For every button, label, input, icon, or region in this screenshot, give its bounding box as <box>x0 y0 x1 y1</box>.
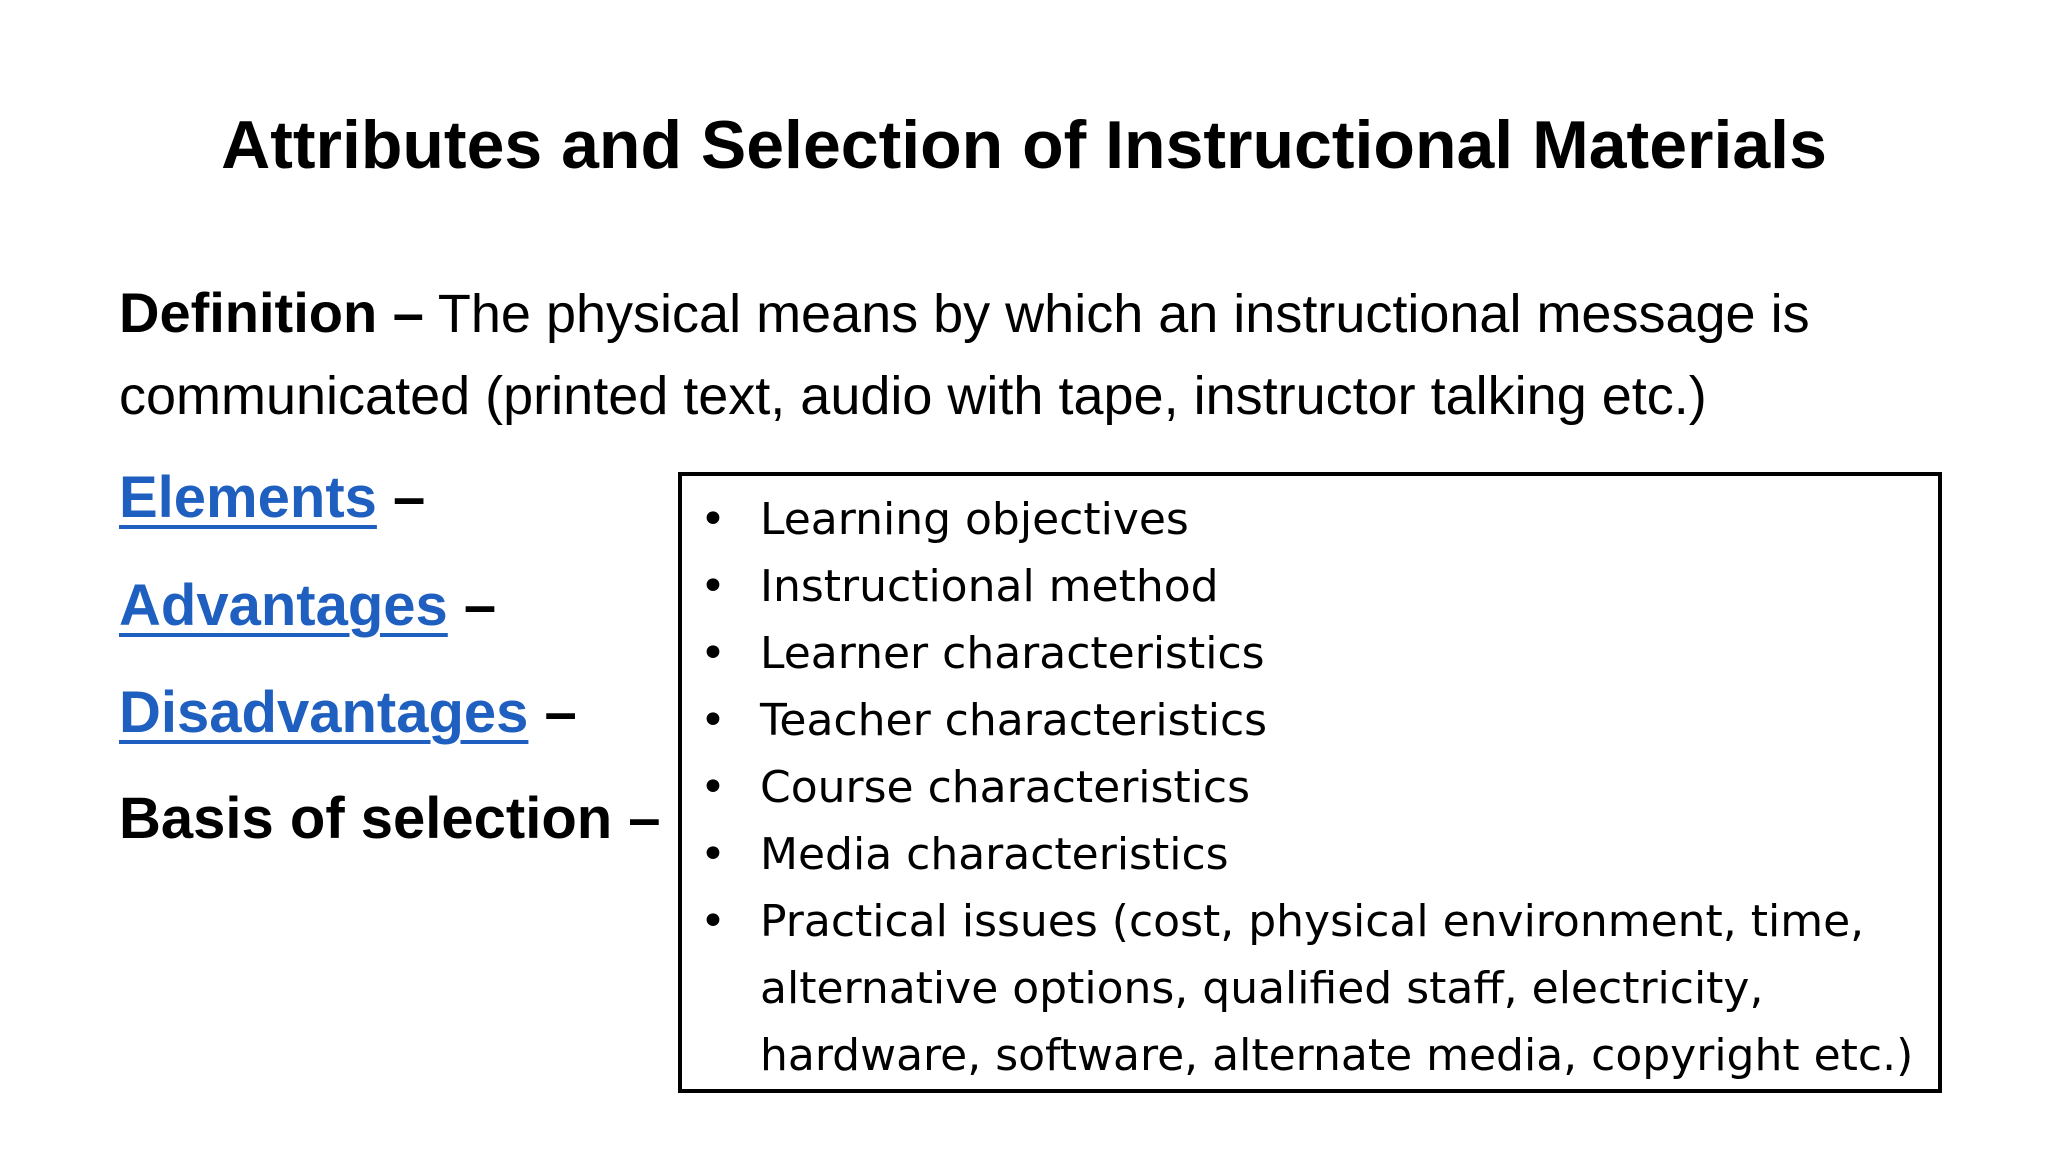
term-row-basis <box>119 784 661 854</box>
disadvantages-link[interactable]: Disadvantages <box>119 680 529 745</box>
basis-item-text: Learner characteristics <box>760 628 1265 679</box>
bullet-icon: • <box>700 695 726 746</box>
disadvantages-dash: – <box>528 680 577 745</box>
term-row-advantages <box>119 571 496 641</box>
definition-paragraph <box>119 272 1939 437</box>
basis-list-item <box>698 553 1928 620</box>
basis-item-text: Media characteristics <box>760 829 1229 880</box>
basis-item-text: Teacher characteristics <box>760 695 1268 746</box>
advantages-link[interactable]: Advantages <box>119 573 448 638</box>
basis-item-text: Instructional method <box>760 561 1219 612</box>
bullet-icon: • <box>700 561 726 612</box>
basis-dash: – <box>612 786 661 851</box>
basis-list-item <box>698 754 1928 821</box>
basis-item-text: Course characteristics <box>760 762 1251 813</box>
basis-label: Basis of selection <box>119 786 613 851</box>
bullet-icon: • <box>700 628 726 679</box>
basis-item-text: Learning objectives <box>760 494 1189 545</box>
basis-item-text: Practical issues (cost, physical environment, time, alternative options, qualified staff, electricity, hardware, software, alternate media, copyright etc.) <box>760 896 1914 1081</box>
basis-list-item <box>698 620 1928 687</box>
definition-text: The physical means by which an instructional message is communicated (printed text, audio with tape, instructor talking etc.) <box>119 284 1810 426</box>
elements-link[interactable]: Elements <box>119 465 377 530</box>
bullet-icon: • <box>700 829 726 880</box>
bullet-icon: • <box>700 762 726 813</box>
definition-term: Definition – <box>119 281 424 344</box>
advantages-dash: – <box>447 573 497 638</box>
basis-list-item <box>698 821 1928 888</box>
basis-of-selection-box <box>678 472 1942 1093</box>
elements-dash: – <box>376 465 426 530</box>
bullet-icon: • <box>700 896 726 947</box>
basis-list-item <box>698 687 1928 754</box>
basis-list <box>698 486 1928 1089</box>
basis-list-item <box>698 486 1928 553</box>
slide-title: Attributes and Selection of Instructional Materials <box>221 107 1827 183</box>
bullet-icon: • <box>700 494 726 545</box>
basis-list-item <box>698 888 1928 1089</box>
term-row-elements <box>119 463 425 533</box>
term-row-disadvantages <box>119 678 577 748</box>
